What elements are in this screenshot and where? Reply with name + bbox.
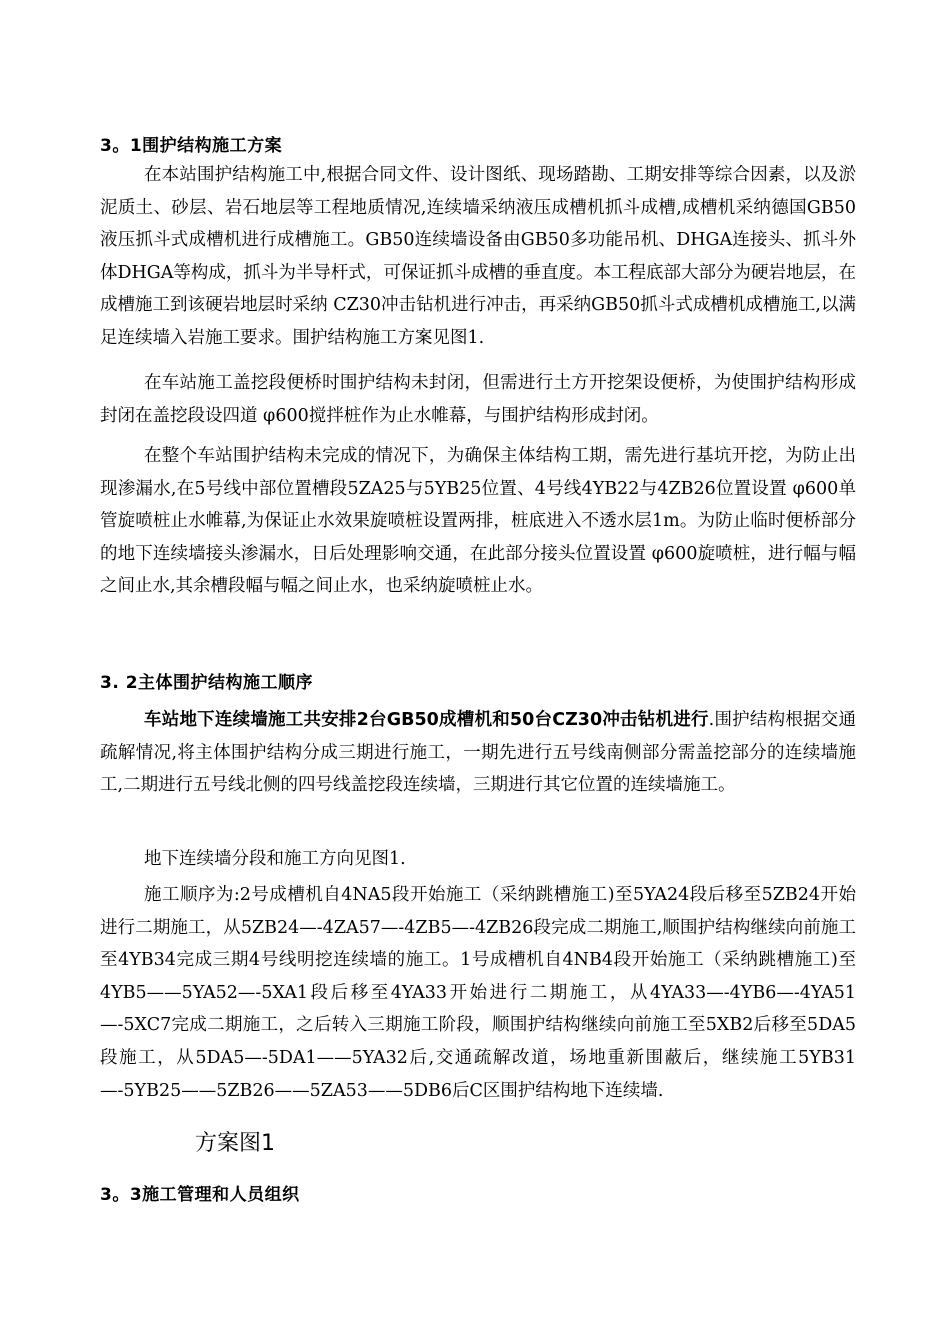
section-3-2-heading: 3. 2主体围护结构施工顺序 [100,673,314,693]
section-3-1-paragraph-2: 在车站施工盖挖段便桥时围护结构未封闭，但需进行土方开挖架设便桥，为使围护结构形成封闭在盖挖段设四道 φ600搅拌桩作为止水帷幕，与围护结构形成封闭。 [100,373,856,426]
section-3-2-paragraph-3: 施工顺序为:2号成槽机自4NA5段开始施工（采纳跳槽施工)至5YA24段后移至5ZB24开始进行二期施工，从5ZB24—-4ZA57—-4ZB5—-4ZB26段完成二期施工,顺围护结构继续向前施工至4YB34完成三期4号线明挖连续墙的施工。1号成槽机自4NB4段开始施工（采纳跳槽施工)至4YB5——5YA52—-5XA1段后移至4YA33开始进行二期施工，从4YA33—-4YB6—-4YA51—-5XC7完成二期施工，之后转入三期施工阶段，顺围护结构继续向前施工至5XB2后移至5DA5段施工，从5DA5—-5DA1——5YA32后,交通疏解改道，场地重新围蔽后，继续施工5YB31—-5YB25——5ZB26——5ZA53——5DB6后C区围护结构地下连续墙. [100,885,856,1101]
section-3-2-paragraph-1-rest: .围护结构根据交通疏解情况,将主体围护结构分成三期进行施工，一期先进行五号线南侧部分需盖挖部分的连续墙施工,二期进行五号线北侧的四号线盖挖段连续墙，三期进行其它位置的连续墙施工。 [100,710,857,796]
section-3-2-paragraph-2: 地下连续墙分段和施工方向见图1. [144,849,406,869]
section-3-1-paragraph-3: 在整个车站围护结构未完成的情况下，为确保主体结构工期，需先进行基坑开挖，为防止出现渗漏水,在5号线中部位置槽段5ZA25与5YB25位置、4号线4YB22与4ZB26位置设置 φ600单管旋喷桩止水帷幕,为保证止水效果旋喷桩设置两排，桩底进入不透水层1m。为防止临时便桥部分的地下连续墙接头渗漏水，日后处理影响交通，在此部分接头位置设置 φ600旋喷桩，进行幅与幅之间止水,其余槽段幅与幅之间止水，也采纳旋喷桩止水。 [100,446,856,597]
section-3-2-paragraph-1 [100,704,856,802]
section-3-2-paragraph-1-bold: 车站地下连续墙施工共安排2台GB50成槽机和50台CZ30冲击钻机进行 [144,710,709,730]
section-3-1-heading: 3。1围护结构施工方案 [100,136,283,156]
figure-caption: 方案图1 [195,1131,275,1156]
section-3-1-paragraph-1: 在本站围护结构施工中,根据合同文件、设计图纸、现场踏勘、工期安排等综合因素，以及淤泥质土、砂层、岩石地层等工程地质情况,连续墙采纳液压成槽机抓斗成槽,成槽机采纳德国GB50液压抓斗式成槽机进行成槽施工。GB50连续墙设备由GB50多功能吊机、DHGA连接头、抓斗外体DHGA等构成，抓斗为半导杆式，可保证抓斗成槽的垂直度。本工程底部大部分为硬岩地层，在成槽施工到该硬岩地层时采纳 CZ30冲击钻机进行冲击，再采纳GB50抓斗式成槽机成槽施工,以满足连续墙入岩施工要求。围护结构施工方案见图1. [100,165,856,348]
section-3-3-heading: 3。3施工管理和人员组织 [100,1185,300,1205]
